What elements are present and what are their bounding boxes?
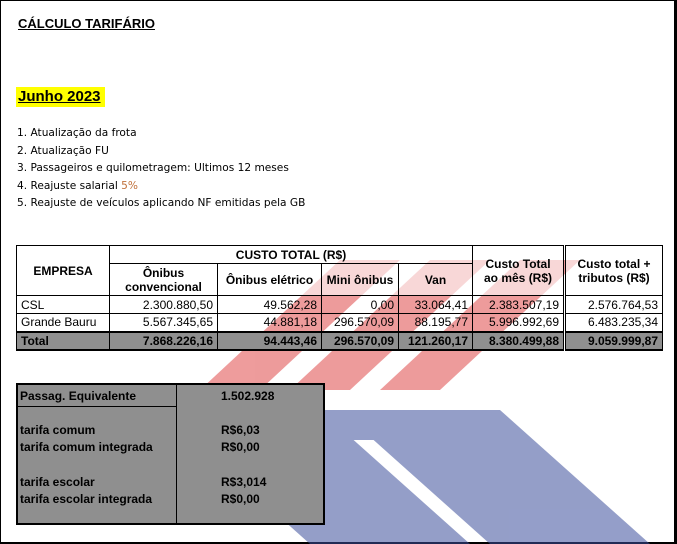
- tarifa-escolar-integrada-value: R$0,00: [221, 492, 260, 506]
- cell-conv: 5.567.345,65: [110, 314, 218, 332]
- cell-empresa: Grande Bauru: [17, 314, 110, 332]
- cell-conv: 2.300.880,50: [110, 296, 218, 314]
- table-row: [17, 296, 663, 314]
- cost-table: [16, 245, 663, 351]
- tarifa-escolar-value: R$3,014: [221, 475, 267, 489]
- total-row: [17, 332, 663, 350]
- note-item: 2. Atualização FU: [17, 144, 109, 157]
- notes-list: [17, 125, 305, 213]
- table-row: [17, 314, 663, 332]
- passag-equivalente-value: 1.502.928: [221, 389, 275, 403]
- cell-elet: 44.881,18: [218, 314, 322, 332]
- header-mini-onibus: Mini ônibus: [322, 264, 399, 296]
- cell-empresa: Total: [17, 332, 110, 350]
- cell-conv: 7.868.226,16: [110, 332, 218, 350]
- cell-elet: 94.443,46: [218, 332, 322, 350]
- tarifa-comum-integrada-value: R$0,00: [221, 440, 260, 454]
- cell-mini: 296.570,09: [322, 314, 399, 332]
- header-custo-tributos: Custo total + tributos (R$): [565, 246, 663, 296]
- note-highlight-value: 5%: [121, 179, 138, 192]
- note-item: [17, 178, 305, 196]
- cell-mini: 296.570,09: [322, 332, 399, 350]
- cell-empresa: CSL: [17, 296, 110, 314]
- header-empresa: EMPRESA: [17, 246, 110, 296]
- note-item: 5. Reajuste de veículos aplicando NF emitidas pela GB: [17, 197, 306, 210]
- cell-van: 33.064,41: [399, 296, 473, 314]
- tarifa-comum-value: R$6,03: [221, 423, 260, 437]
- header-custo-total: CUSTO TOTAL (R$): [110, 246, 473, 264]
- tarifa-comum-label: tarifa comum: [20, 423, 96, 437]
- cell-mes: 2.383.507,19: [473, 296, 565, 314]
- note-item: 3. Passageiros e quilometragem: Ultimos 12 meses: [17, 162, 289, 175]
- cell-van: 88.195,77: [399, 314, 473, 332]
- month-heading: Junho 2023: [16, 87, 105, 107]
- header-onibus-eletrico: Ônibus elétrico: [218, 264, 322, 296]
- passag-equivalente-label: Passag. Equivalente: [20, 389, 137, 403]
- cell-mes: 8.380.499,88: [473, 332, 565, 350]
- cell-van: 121.260,17: [399, 332, 473, 350]
- tarifa-escolar-label: tarifa escolar: [20, 475, 95, 489]
- header-van: Van: [399, 264, 473, 296]
- tarifa-comum-integrada-label: tarifa comum integrada: [20, 440, 153, 454]
- row-divider: [18, 406, 176, 407]
- header-onibus-convencional: Ônibus convencional: [110, 264, 218, 296]
- page-title: CÁLCULO TARIFÁRIO: [18, 16, 155, 31]
- cell-trib: 9.059.999,87: [565, 332, 663, 350]
- tariff-summary-box: [16, 383, 325, 525]
- tarifa-escolar-integrada-label: tarifa escolar integrada: [20, 492, 153, 506]
- note-item: 1. Atualização da frota: [17, 127, 137, 139]
- cell-elet: 49.562,28: [218, 296, 322, 314]
- cell-trib: 6.483.235,34: [565, 314, 663, 332]
- note-text: 4. Reajuste salarial: [17, 179, 122, 192]
- cell-mes: 5.996.992,69: [473, 314, 565, 332]
- header-custo-mes: Custo Total ao mês (R$): [473, 246, 565, 296]
- cell-trib: 2.576.764,53: [565, 296, 663, 314]
- column-divider: [176, 385, 177, 523]
- cell-mini: 0,00: [322, 296, 399, 314]
